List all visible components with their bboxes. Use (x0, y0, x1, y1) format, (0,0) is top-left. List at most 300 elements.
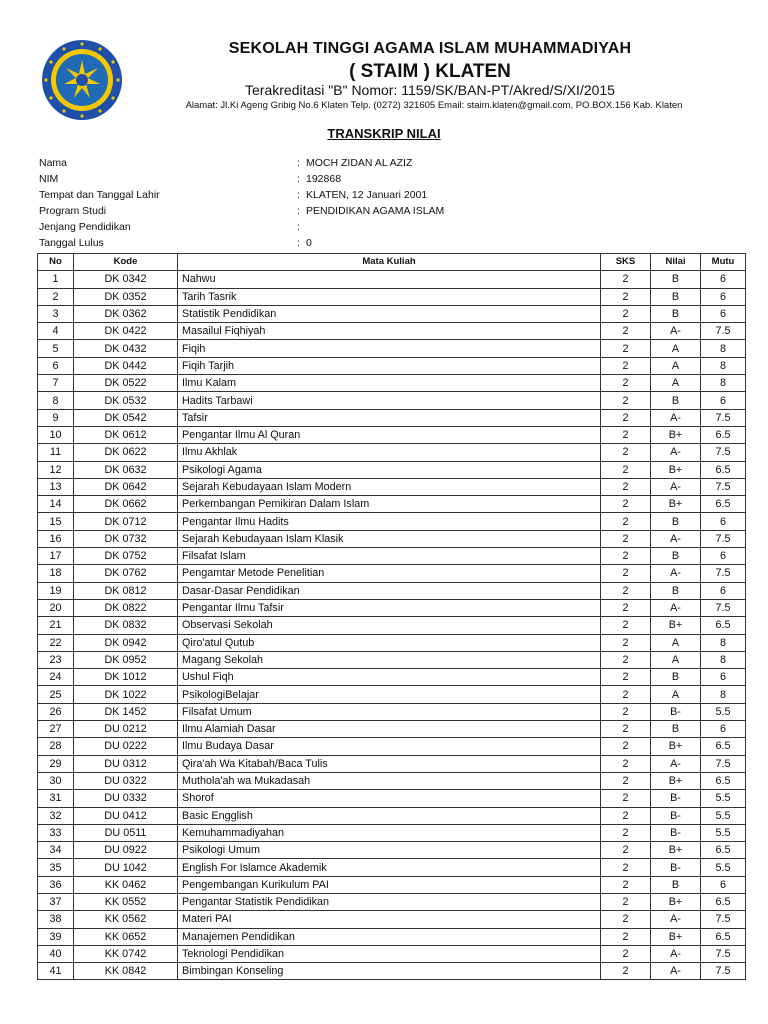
credits-cell: 2 (601, 721, 651, 738)
row-number-cell: 29 (38, 755, 74, 772)
table-row (38, 876, 746, 893)
credits-cell: 2 (601, 357, 651, 374)
row-number-cell: 11 (38, 444, 74, 461)
course-code-cell: DK 0442 (74, 357, 178, 374)
grade-cell: B (651, 513, 701, 530)
credits-cell: 2 (601, 340, 651, 357)
grade-cell: A- (651, 963, 701, 980)
course-name-cell: Fiqih (178, 340, 601, 357)
grade-point-cell: 6 (701, 876, 746, 893)
credits-cell: 2 (601, 461, 651, 478)
grade-point-cell: 8 (701, 375, 746, 392)
document-title: TRANSKRIP NILAI (327, 126, 441, 141)
grade-point-cell: 7.5 (701, 963, 746, 980)
table-row (38, 859, 746, 876)
course-code-cell: DK 1452 (74, 703, 178, 720)
table-row (38, 496, 746, 513)
credits-cell: 2 (601, 375, 651, 392)
student-birth-row (39, 187, 739, 203)
grade-point-cell: 6.5 (701, 461, 746, 478)
course-name-cell: Nahwu (178, 271, 601, 288)
grade-cell: B (651, 721, 701, 738)
course-code-cell: DU 0222 (74, 738, 178, 755)
course-name-cell: Pengantar Statistik Pendidikan (178, 893, 601, 910)
credits-cell: 2 (601, 305, 651, 322)
grade-point-cell: 5.5 (701, 703, 746, 720)
course-name-cell: Perkembangan Pemikiran Dalam Islam (178, 496, 601, 513)
course-code-cell: DK 1012 (74, 669, 178, 686)
grade-cell: A (651, 375, 701, 392)
table-row (38, 375, 746, 392)
student-nim-row (39, 171, 739, 187)
course-name-cell: PsikologiBelajar (178, 686, 601, 703)
table-row (38, 478, 746, 495)
grade-point-cell: 8 (701, 686, 746, 703)
table-row (38, 513, 746, 530)
accreditation-text: Terakreditasi "B" Nomor: 1159/SK/BAN-PT/Akred/S/XI/2015 (245, 82, 615, 98)
grades-table (37, 253, 746, 980)
row-number-cell: 32 (38, 807, 74, 824)
grade-cell: B+ (651, 772, 701, 789)
credits-cell: 2 (601, 651, 651, 668)
info-value: PENDIDIKAN AGAMA ISLAM (306, 205, 445, 217)
row-number-cell: 7 (38, 375, 74, 392)
grade-cell: B (651, 876, 701, 893)
grade-point-cell: 8 (701, 634, 746, 651)
course-code-cell: DK 0732 (74, 530, 178, 547)
grade-point-cell: 6 (701, 669, 746, 686)
course-code-cell: DU 0511 (74, 824, 178, 841)
credits-cell: 2 (601, 807, 651, 824)
credits-cell: 2 (601, 824, 651, 841)
grade-cell: B (651, 305, 701, 322)
row-number-cell: 23 (38, 651, 74, 668)
row-number-cell: 1 (38, 271, 74, 288)
row-number-cell: 6 (38, 357, 74, 374)
course-name-cell: Bimbingan Konseling (178, 963, 601, 980)
table-row (38, 721, 746, 738)
info-colon: : (297, 237, 300, 249)
course-name-cell: Manajemen Pendidikan (178, 928, 601, 945)
credits-cell: 2 (601, 530, 651, 547)
row-number-cell: 20 (38, 599, 74, 616)
credits-cell: 2 (601, 928, 651, 945)
grade-point-cell: 7.5 (701, 755, 746, 772)
grade-point-cell: 5.5 (701, 807, 746, 824)
course-name-cell: Magang Sekolah (178, 651, 601, 668)
course-name-cell: Basic Engglish (178, 807, 601, 824)
credits-cell: 2 (601, 617, 651, 634)
table-row (38, 548, 746, 565)
info-colon: : (297, 173, 300, 185)
course-code-cell: DK 0832 (74, 617, 178, 634)
grade-point-cell: 6.5 (701, 893, 746, 910)
row-number-cell: 18 (38, 565, 74, 582)
table-row (38, 669, 746, 686)
grade-point-cell: 7.5 (701, 478, 746, 495)
grade-cell: B+ (651, 893, 701, 910)
credits-cell: 2 (601, 911, 651, 928)
course-code-cell: DK 0662 (74, 496, 178, 513)
course-name-cell: Hadits Tarbawi (178, 392, 601, 409)
credits-cell: 2 (601, 513, 651, 530)
course-name-cell: Dasar-Dasar Pendidikan (178, 582, 601, 599)
info-colon: : (297, 189, 300, 201)
grade-point-cell: 5.5 (701, 824, 746, 841)
credits-cell: 2 (601, 392, 651, 409)
credits-cell: 2 (601, 478, 651, 495)
course-name-cell: Ilmu Budaya Dasar (178, 738, 601, 755)
table-row (38, 772, 746, 789)
table-row (38, 617, 746, 634)
table-row (38, 842, 746, 859)
table-row (38, 686, 746, 703)
credits-cell: 2 (601, 772, 651, 789)
grade-cell: A- (651, 409, 701, 426)
course-code-cell: DU 0922 (74, 842, 178, 859)
row-number-cell: 22 (38, 634, 74, 651)
row-number-cell: 24 (38, 669, 74, 686)
grade-point-cell: 7.5 (701, 565, 746, 582)
table-row (38, 288, 746, 305)
course-name-cell: Pengantar Ilmu Tafsir (178, 599, 601, 616)
row-number-cell: 35 (38, 859, 74, 876)
course-name-cell: Qiro'atul Qutub (178, 634, 601, 651)
info-label: Nama (39, 157, 68, 169)
table-row (38, 893, 746, 910)
grade-cell: A (651, 634, 701, 651)
row-number-cell: 27 (38, 721, 74, 738)
course-code-cell: KK 0562 (74, 911, 178, 928)
credits-cell: 2 (601, 565, 651, 582)
credits-cell: 2 (601, 634, 651, 651)
credits-cell: 2 (601, 409, 651, 426)
course-name-cell: Ilmu Akhlak (178, 444, 601, 461)
info-value: MOCH ZIDAN AL AZIZ (306, 157, 413, 169)
row-number-cell: 8 (38, 392, 74, 409)
row-number-cell: 3 (38, 305, 74, 322)
course-code-cell: DK 0632 (74, 461, 178, 478)
table-row (38, 340, 746, 357)
course-code-cell: DU 0412 (74, 807, 178, 824)
row-number-cell: 17 (38, 548, 74, 565)
course-name-cell: Ilmu Alamiah Dasar (178, 721, 601, 738)
table-row (38, 807, 746, 824)
table-row (38, 444, 746, 461)
credits-cell: 2 (601, 842, 651, 859)
table-row (38, 271, 746, 288)
student-info (39, 155, 739, 251)
grade-cell: B- (651, 703, 701, 720)
row-number-cell: 26 (38, 703, 74, 720)
grade-cell: B+ (651, 928, 701, 945)
grade-cell: B+ (651, 842, 701, 859)
course-code-cell: DK 0342 (74, 271, 178, 288)
course-code-cell: DK 1022 (74, 686, 178, 703)
grade-point-cell: 7.5 (701, 323, 746, 340)
grade-point-cell: 6 (701, 721, 746, 738)
course-name-cell: Materi PAI (178, 911, 601, 928)
row-number-cell: 37 (38, 893, 74, 910)
grade-point-cell: 6.5 (701, 496, 746, 513)
course-name-cell: Sejarah Kebudayaan Islam Modern (178, 478, 601, 495)
table-row (38, 599, 746, 616)
letterhead (0, 0, 768, 120)
credits-cell: 2 (601, 323, 651, 340)
table-row (38, 565, 746, 582)
row-number-cell: 34 (38, 842, 74, 859)
table-row (38, 530, 746, 547)
student-program-row (39, 203, 739, 219)
grade-cell: A- (651, 911, 701, 928)
course-code-cell: DU 0212 (74, 721, 178, 738)
course-code-cell: DK 0952 (74, 651, 178, 668)
row-number-cell: 40 (38, 945, 74, 962)
row-number-cell: 4 (38, 323, 74, 340)
info-label: Tanggal Lulus (39, 237, 104, 249)
row-number-cell: 31 (38, 790, 74, 807)
row-number-cell: 5 (38, 340, 74, 357)
row-number-cell: 12 (38, 461, 74, 478)
grade-point-cell: 5.5 (701, 859, 746, 876)
course-name-cell: Tarih Tasrik (178, 288, 601, 305)
column-header-mutu: Mutu (701, 254, 746, 271)
credits-cell: 2 (601, 963, 651, 980)
course-code-cell: KK 0742 (74, 945, 178, 962)
table-row (38, 651, 746, 668)
row-number-cell: 21 (38, 617, 74, 634)
row-number-cell: 38 (38, 911, 74, 928)
grade-point-cell: 8 (701, 357, 746, 374)
course-code-cell: DK 0532 (74, 392, 178, 409)
institution-name: SEKOLAH TINGGI AGAMA ISLAM MUHAMMADIYAH (228, 40, 632, 57)
grade-point-cell: 6 (701, 392, 746, 409)
grade-point-cell: 6.5 (701, 928, 746, 945)
grade-point-cell: 8 (701, 651, 746, 668)
credits-cell: 2 (601, 669, 651, 686)
grade-cell: B (651, 548, 701, 565)
info-value: KLATEN, 12 Januari 2001 (306, 189, 428, 201)
course-code-cell: DK 0752 (74, 548, 178, 565)
table-row (38, 945, 746, 962)
row-number-cell: 2 (38, 288, 74, 305)
course-name-cell: Filsafat Umum (178, 703, 601, 720)
student-name-row (39, 155, 739, 171)
course-code-cell: DK 0812 (74, 582, 178, 599)
table-row (38, 582, 746, 599)
grade-cell: A- (651, 755, 701, 772)
credits-cell: 2 (601, 755, 651, 772)
column-header-no: No (38, 254, 74, 271)
table-row (38, 824, 746, 841)
table-row (38, 392, 746, 409)
course-code-cell: DK 0362 (74, 305, 178, 322)
course-name-cell: Ushul Fiqh (178, 669, 601, 686)
course-name-cell: Pengamtar Metode Penelitian (178, 565, 601, 582)
course-code-cell: DU 0322 (74, 772, 178, 789)
course-name-cell: Pengantar Ilmu Hadits (178, 513, 601, 530)
course-name-cell: Psikologi Umum (178, 842, 601, 859)
grade-cell: A (651, 357, 701, 374)
info-value: 0 (306, 237, 312, 249)
course-code-cell: KK 0552 (74, 893, 178, 910)
row-number-cell: 13 (38, 478, 74, 495)
grade-point-cell: 6 (701, 288, 746, 305)
course-code-cell: DK 0942 (74, 634, 178, 651)
grade-point-cell: 6 (701, 582, 746, 599)
institution-short-name: ( STAIM ) KLATEN (349, 61, 511, 82)
credits-cell: 2 (601, 271, 651, 288)
course-code-cell: DK 0522 (74, 375, 178, 392)
course-name-cell: Muthola'ah wa Mukadasah (178, 772, 601, 789)
row-number-cell: 33 (38, 824, 74, 841)
grade-point-cell: 6.5 (701, 772, 746, 789)
row-number-cell: 14 (38, 496, 74, 513)
credits-cell: 2 (601, 496, 651, 513)
grade-point-cell: 7.5 (701, 911, 746, 928)
table-row (38, 755, 746, 772)
credits-cell: 2 (601, 893, 651, 910)
course-name-cell: Teknologi Pendidikan (178, 945, 601, 962)
course-name-cell: Sejarah Kebudayaan Islam Klasik (178, 530, 601, 547)
course-code-cell: KK 0652 (74, 928, 178, 945)
credits-cell: 2 (601, 582, 651, 599)
grade-cell: B+ (651, 617, 701, 634)
course-code-cell: DK 0612 (74, 426, 178, 443)
grade-cell: B (651, 582, 701, 599)
course-code-cell: DK 0422 (74, 323, 178, 340)
credits-cell: 2 (601, 548, 651, 565)
grade-cell: A (651, 686, 701, 703)
course-name-cell: Observasi Sekolah (178, 617, 601, 634)
course-name-cell: Qira'ah Wa Kitabah/Baca Tulis (178, 755, 601, 772)
course-name-cell: English For Islamce Akademik (178, 859, 601, 876)
table-row (38, 426, 746, 443)
course-code-cell: DK 0622 (74, 444, 178, 461)
table-row (38, 305, 746, 322)
table-row (38, 963, 746, 980)
info-label: Tempat dan Tanggal Lahir (39, 189, 160, 201)
course-code-cell: DU 1042 (74, 859, 178, 876)
course-name-cell: Ilmu Kalam (178, 375, 601, 392)
info-colon: : (297, 221, 300, 233)
info-value: 192868 (306, 173, 342, 185)
course-name-cell: Pengembangan Kurikulum PAI (178, 876, 601, 893)
table-header-row (38, 254, 746, 271)
column-header-kode: Kode (74, 254, 178, 271)
credits-cell: 2 (601, 738, 651, 755)
course-name-cell: Tafsir (178, 409, 601, 426)
grade-cell: B+ (651, 426, 701, 443)
grade-point-cell: 7.5 (701, 945, 746, 962)
grade-cell: B+ (651, 496, 701, 513)
grade-point-cell: 7.5 (701, 599, 746, 616)
table-row (38, 703, 746, 720)
row-number-cell: 16 (38, 530, 74, 547)
student-graduation-row (39, 235, 739, 251)
row-number-cell: 39 (38, 928, 74, 945)
grade-point-cell: 5.5 (701, 790, 746, 807)
course-name-cell: Pengantar Ilmu Al Quran (178, 426, 601, 443)
grade-cell: A- (651, 599, 701, 616)
course-name-cell: Masailul Fiqhiyah (178, 323, 601, 340)
course-code-cell: KK 0462 (74, 876, 178, 893)
course-name-cell: Fiqih Tarjih (178, 357, 601, 374)
course-name-cell: Kemuhammadiyahan (178, 824, 601, 841)
course-code-cell: DK 0642 (74, 478, 178, 495)
course-code-cell: DU 0332 (74, 790, 178, 807)
grade-cell: B- (651, 824, 701, 841)
grade-cell: A- (651, 530, 701, 547)
credits-cell: 2 (601, 703, 651, 720)
course-code-cell: DK 0762 (74, 565, 178, 582)
course-code-cell: DK 0432 (74, 340, 178, 357)
credits-cell: 2 (601, 426, 651, 443)
grade-cell: A (651, 340, 701, 357)
table-row (38, 357, 746, 374)
grade-cell: A (651, 651, 701, 668)
grade-cell: B- (651, 859, 701, 876)
row-number-cell: 10 (38, 426, 74, 443)
row-number-cell: 41 (38, 963, 74, 980)
table-row (38, 461, 746, 478)
credits-cell: 2 (601, 876, 651, 893)
credits-cell: 2 (601, 599, 651, 616)
info-colon: : (297, 157, 300, 169)
credits-cell: 2 (601, 790, 651, 807)
table-row (38, 790, 746, 807)
grade-point-cell: 8 (701, 340, 746, 357)
grade-point-cell: 7.5 (701, 444, 746, 461)
credits-cell: 2 (601, 859, 651, 876)
student-level-row (39, 219, 739, 235)
course-name-cell: Filsafat Islam (178, 548, 601, 565)
grade-point-cell: 6.5 (701, 842, 746, 859)
table-row (38, 928, 746, 945)
table-row (38, 911, 746, 928)
grade-cell: B (651, 392, 701, 409)
row-number-cell: 36 (38, 876, 74, 893)
grade-point-cell: 7.5 (701, 409, 746, 426)
grade-point-cell: 6 (701, 271, 746, 288)
address-text: Alamat: Jl.Ki Ageng Gribig No.6 Klaten Telp. (0272) 321605 Email: staim.klaten@gmail.com, PO.BOX.156 Kab. Klaten (185, 100, 683, 111)
info-label: NIM (39, 173, 59, 185)
grade-cell: A- (651, 565, 701, 582)
grade-cell: B- (651, 790, 701, 807)
row-number-cell: 30 (38, 772, 74, 789)
course-code-cell: DK 0712 (74, 513, 178, 530)
grade-cell: A- (651, 478, 701, 495)
column-header-mata-kuliah: Mata Kuliah (178, 254, 601, 271)
info-colon: : (297, 205, 300, 217)
grade-cell: A- (651, 323, 701, 340)
course-code-cell: DU 0312 (74, 755, 178, 772)
credits-cell: 2 (601, 444, 651, 461)
table-row (38, 738, 746, 755)
info-label: Jenjang Pendidikan (39, 221, 131, 233)
row-number-cell: 19 (38, 582, 74, 599)
course-name-cell: Psikologi Agama (178, 461, 601, 478)
table-row (38, 634, 746, 651)
grade-cell: B (651, 288, 701, 305)
grade-cell: B- (651, 807, 701, 824)
grade-cell: A- (651, 444, 701, 461)
table-row (38, 323, 746, 340)
grade-point-cell: 6.5 (701, 426, 746, 443)
grade-point-cell: 6 (701, 305, 746, 322)
row-number-cell: 25 (38, 686, 74, 703)
credits-cell: 2 (601, 945, 651, 962)
